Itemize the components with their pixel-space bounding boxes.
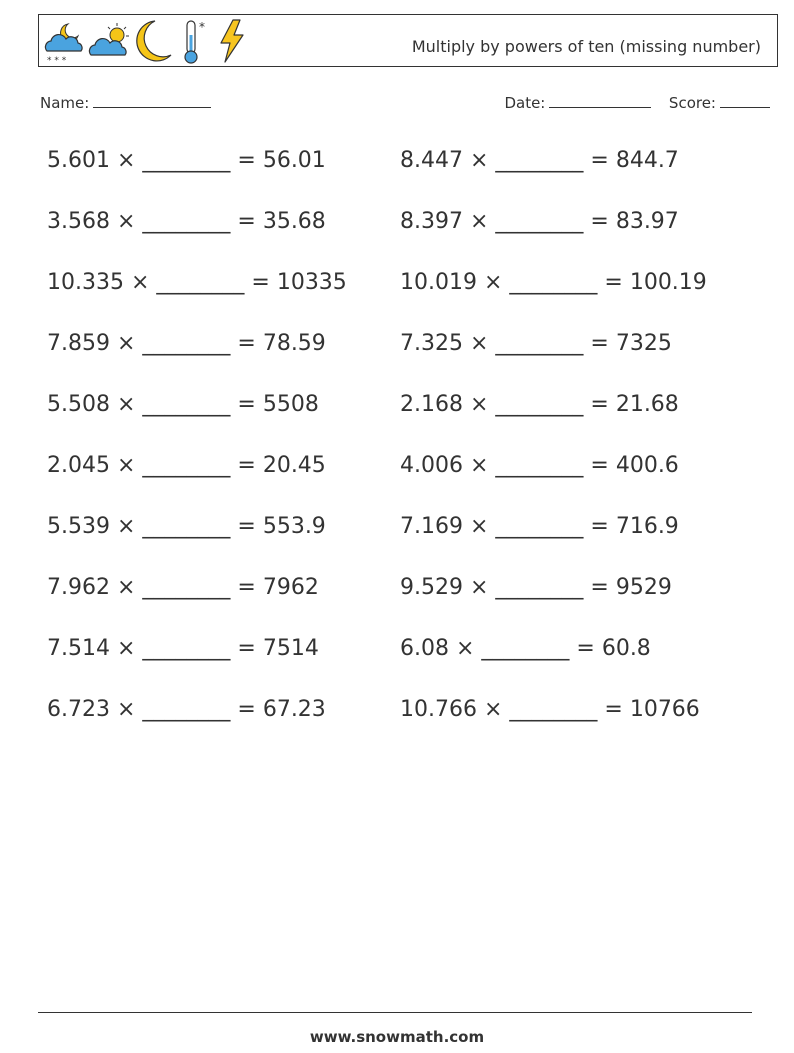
thermometer-cold-icon <box>175 17 215 65</box>
cloud-moon-snow-icon <box>41 17 87 65</box>
cloud-sun-icon <box>87 17 133 65</box>
problem-left-10: 6.723 × ________ = 67.23 <box>47 697 326 722</box>
problem-left-6: 2.045 × ________ = 20.45 <box>47 453 326 478</box>
score-blank[interactable] <box>720 93 770 108</box>
problem-left-3: 10.335 × ________ = 10335 <box>47 270 347 295</box>
date-blank[interactable] <box>549 93 651 108</box>
worksheet-header <box>38 14 778 67</box>
problem-right-8: 9.529 × ________ = 9529 <box>400 575 672 600</box>
problem-right-10: 10.766 × ________ = 10766 <box>400 697 700 722</box>
problem-left-9: 7.514 × ________ = 7514 <box>47 636 319 661</box>
svg-text:*: * <box>199 20 205 34</box>
problem-right-1: 8.447 × ________ = 844.7 <box>400 148 679 173</box>
problem-left-5: 5.508 × ________ = 5508 <box>47 392 319 417</box>
date-label: Date: <box>504 94 546 112</box>
crescent-moon-icon <box>133 17 175 65</box>
problem-left-4: 7.859 × ________ = 78.59 <box>47 331 326 356</box>
worksheet-title: Multiply by powers of ten (missing number) <box>411 37 761 56</box>
problem-left-2: 3.568 × ________ = 35.68 <box>47 209 326 234</box>
name-label: Name: <box>40 94 90 112</box>
lightning-bolt-icon <box>215 17 251 65</box>
problem-left-8: 7.962 × ________ = 7962 <box>47 575 319 600</box>
name-field <box>40 93 211 112</box>
problem-right-9: 6.08 × ________ = 60.8 <box>400 636 651 661</box>
date-score-fields <box>504 93 770 112</box>
problem-right-3: 10.019 × ________ = 100.19 <box>400 270 707 295</box>
problem-right-6: 4.006 × ________ = 400.6 <box>400 453 679 478</box>
svg-text:* * *: * * * <box>47 56 67 65</box>
problem-left-1: 5.601 × ________ = 56.01 <box>47 148 326 173</box>
problem-left-7: 5.539 × ________ = 553.9 <box>47 514 326 539</box>
problem-right-4: 7.325 × ________ = 7325 <box>400 331 672 356</box>
footer-url[interactable]: www.snowmath.com <box>309 1028 485 1046</box>
score-label: Score: <box>668 94 716 112</box>
footer-divider <box>38 1012 752 1013</box>
weather-icons <box>41 17 251 65</box>
name-blank[interactable] <box>93 93 211 108</box>
problem-right-5: 2.168 × ________ = 21.68 <box>400 392 679 417</box>
problem-right-7: 7.169 × ________ = 716.9 <box>400 514 679 539</box>
problem-right-2: 8.397 × ________ = 83.97 <box>400 209 679 234</box>
